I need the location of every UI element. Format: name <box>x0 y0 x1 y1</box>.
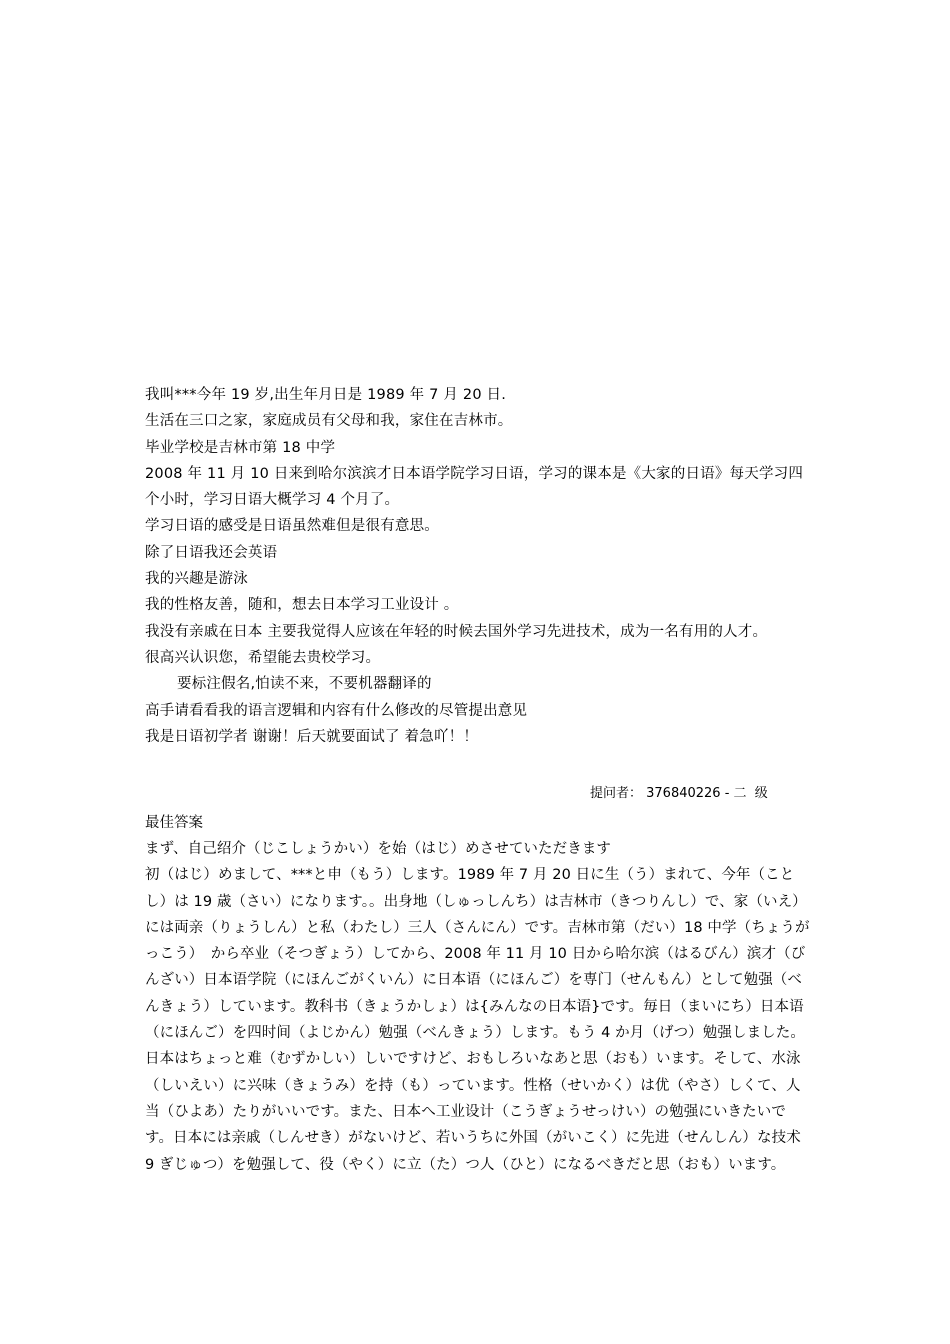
question-line: 2008 年 11 月 10 日来到哈尔滨滨才日本语学院学习日语，学习的课本是《大家的日语》每天学习四个小时，学习日语大概学习 4 个月了。 <box>145 465 804 509</box>
question-line: 我的兴趣是游泳 <box>145 571 248 588</box>
question-line: 生活在三口之家，家庭成员有父母和我，家住在吉林市。 <box>145 413 513 430</box>
question-line: 我的性格友善，随和，想去日本学习工业设计 。 <box>145 597 459 614</box>
question-line: 我叫***今年 19 岁,出生年月日是 1989 年 7 月 20 日. <box>145 387 507 403</box>
question-line: 要标注假名,怕读不来，不要机器翻译的 <box>177 676 432 693</box>
question-line: 毕业学校是吉林市第 18 中学 <box>145 439 336 456</box>
question-line: 很高兴认识您，希望能去贵校学习。 <box>145 649 381 666</box>
question-line: 高手请看看我的语言逻辑和内容有什么修改的尽管提出意见 <box>145 702 528 719</box>
question-line: 除了日语我还会英语 <box>145 544 278 561</box>
question-line: 学习日语的感受是日语虽然难但是很有意思。 <box>145 518 439 535</box>
answer-heading: 最佳答案 <box>145 815 203 831</box>
answer-line: まず、自己绍介（じこしょうかい）を始（はじ）めさせていただきます <box>145 841 612 857</box>
answer-paragraph: 初（はじ）めまして、***と申（もう）します。1989 年 7 月 20 日に生（う）まれて、今年（ことし）は 19 歳（さい）になります。。出身地（しゅっしんち）は吉林市（きつりんし）で、家（いえ）には両亲（りょうしん）と私（わたし）三人（さんにん）です。吉林市第（だい）18 中学（ちょうがっこう） から卒业（そつぎょう）してから、2008 年 11 月 10 日から哈尔滨（はるびん）滨才（びんざい）日本语学院（にほんごがくいん）に日本语（にほんご）を専门（せんもん）として勉强（べんきょう）しています。教科书（きょうかしょ）は{みんなの日本语}です。毎日（まいにち）日本语（にほんご）を四时间（よじかん）勉强（べんきょう）します。もう 4 か月（げつ）勉强しました。日本はちょっと难（むずかしい）しいですけど、おもしろいなあと思（おも）います。そして、水泳（しいえい）に兴味（きょうみ）を持（も）っています。性格（せいかく）は优（やさ）しくて、人当（ひよあ）たりがいいです。また、日本へ工业设计（こうぎょうせっけい）の勉强にいきたいです。日本には亲戚（しんせき）がないけど、若いうちに外国（がいこく）に先进（せんしん）な技术 9 ぎじゅつ）を勉强して、役（やく）に立（た）つ人（ひと）になるべきだと思（おも）います。 <box>145 867 810 1173</box>
question-body <box>145 382 810 750</box>
answer-body <box>145 836 810 1178</box>
asker-info: 提问者： 376840226 - 二 级 <box>590 786 768 801</box>
question-line: 我是日语初学者 谢谢！后天就要面试了 着急吖！！ <box>145 728 479 745</box>
question-line: 我没有亲戚在日本 主要我觉得人应该在年轻的时候去国外学习先进技术，成为一名有用的人才。 <box>145 623 768 640</box>
